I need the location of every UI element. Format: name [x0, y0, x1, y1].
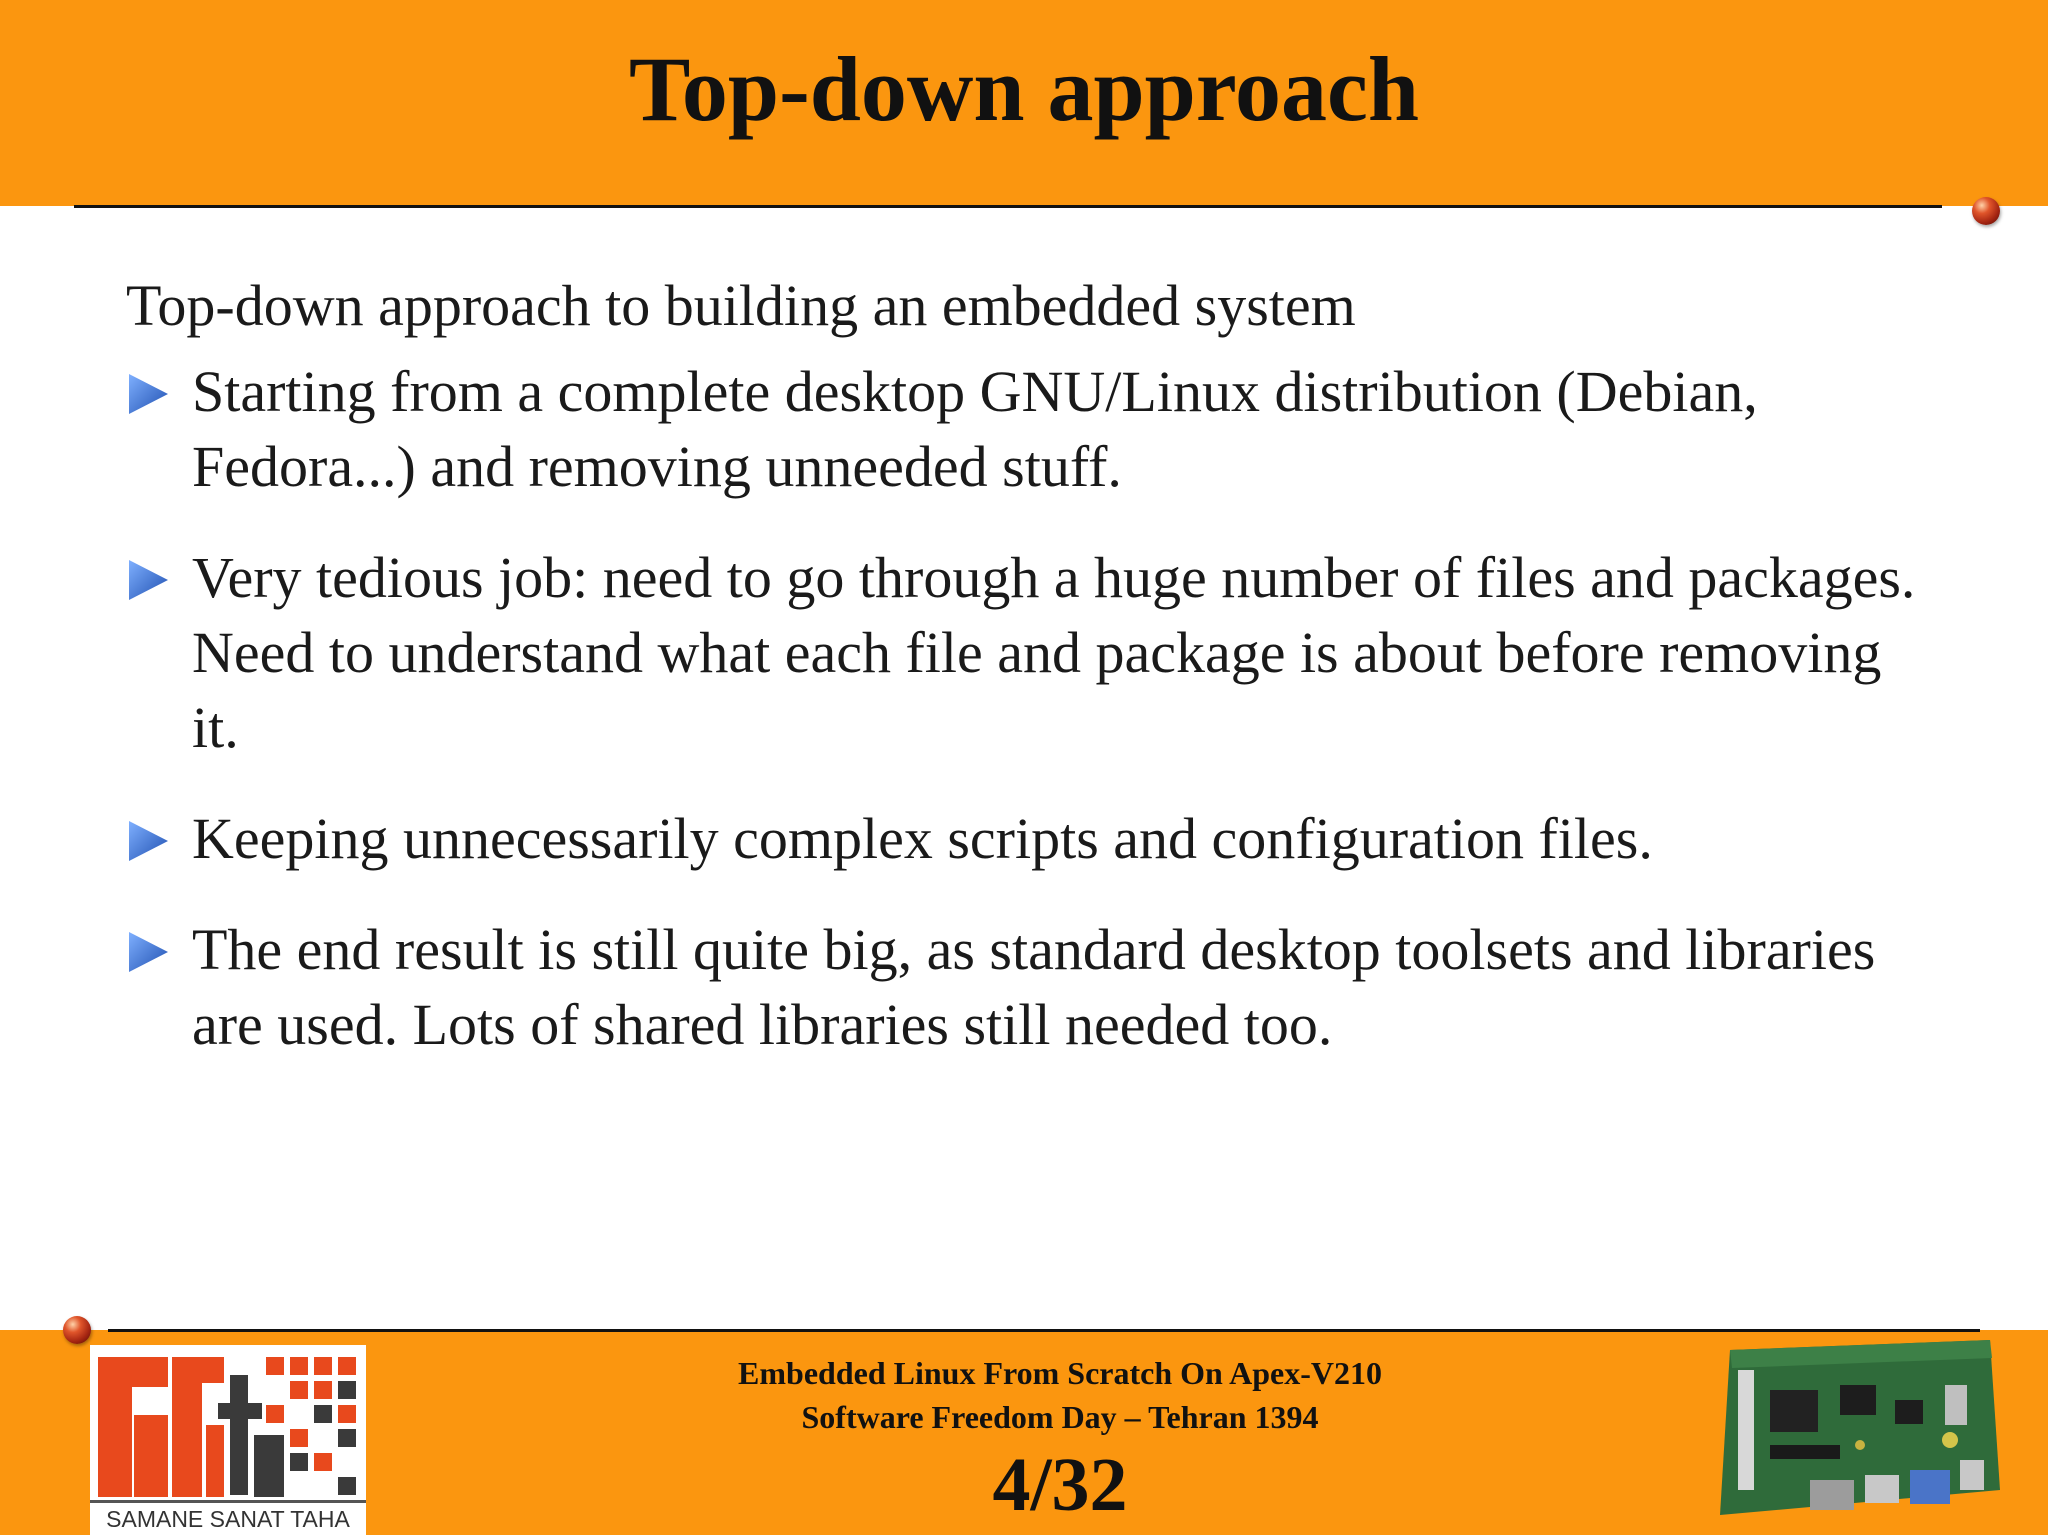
triangle-bullet-icon: [126, 819, 170, 863]
bullet-list: [126, 354, 1926, 1062]
page-number: 4/32: [992, 1443, 1128, 1527]
bullet-text: Keeping unnecessarily complex scripts and configuration files.: [192, 806, 1653, 871]
circuit-board-image: [1710, 1330, 2010, 1535]
slide-title: Top-down approach: [629, 38, 1419, 140]
red-ball-ornament-icon: [63, 1316, 91, 1344]
bullet-text: The end result is still quite big, as standard desktop toolsets and libraries are used. Lots of shared libraries still needed too.: [192, 917, 1876, 1057]
bullet-text: Starting from a complete desktop GNU/Linux distribution (Debian, Fedora...) and removing unneeded stuff.: [192, 359, 1758, 499]
footer-talk-title: Embedded Linux From Scratch On Apex-V210: [738, 1355, 1382, 1391]
header-divider: [74, 205, 1942, 208]
footer-divider: [108, 1329, 1980, 1332]
slide-header: [0, 0, 2048, 206]
bullet-text: Very tedious job: need to go through a huge number of files and packages. Need to understand what each file and package is about before removing it.: [192, 545, 1916, 760]
triangle-bullet-icon: [126, 558, 170, 602]
bullet-item: [126, 540, 1926, 765]
footer-event: Software Freedom Day – Tehran 1394: [801, 1399, 1319, 1435]
red-ball-ornament-icon: [1972, 197, 2000, 225]
bullet-item: [126, 801, 1926, 876]
bullet-item: [126, 912, 1926, 1062]
slide-body: [126, 262, 1926, 1098]
bullet-item: [126, 354, 1926, 504]
sst-logo-mark-icon: [90, 1345, 366, 1503]
triangle-bullet-icon: [126, 930, 170, 974]
intro-text: Top-down approach to building an embedded system: [126, 273, 1356, 338]
logo-caption: SAMANE SANAT TAHA: [90, 1500, 366, 1535]
sst-logo: [90, 1345, 366, 1535]
triangle-bullet-icon: [126, 372, 170, 416]
